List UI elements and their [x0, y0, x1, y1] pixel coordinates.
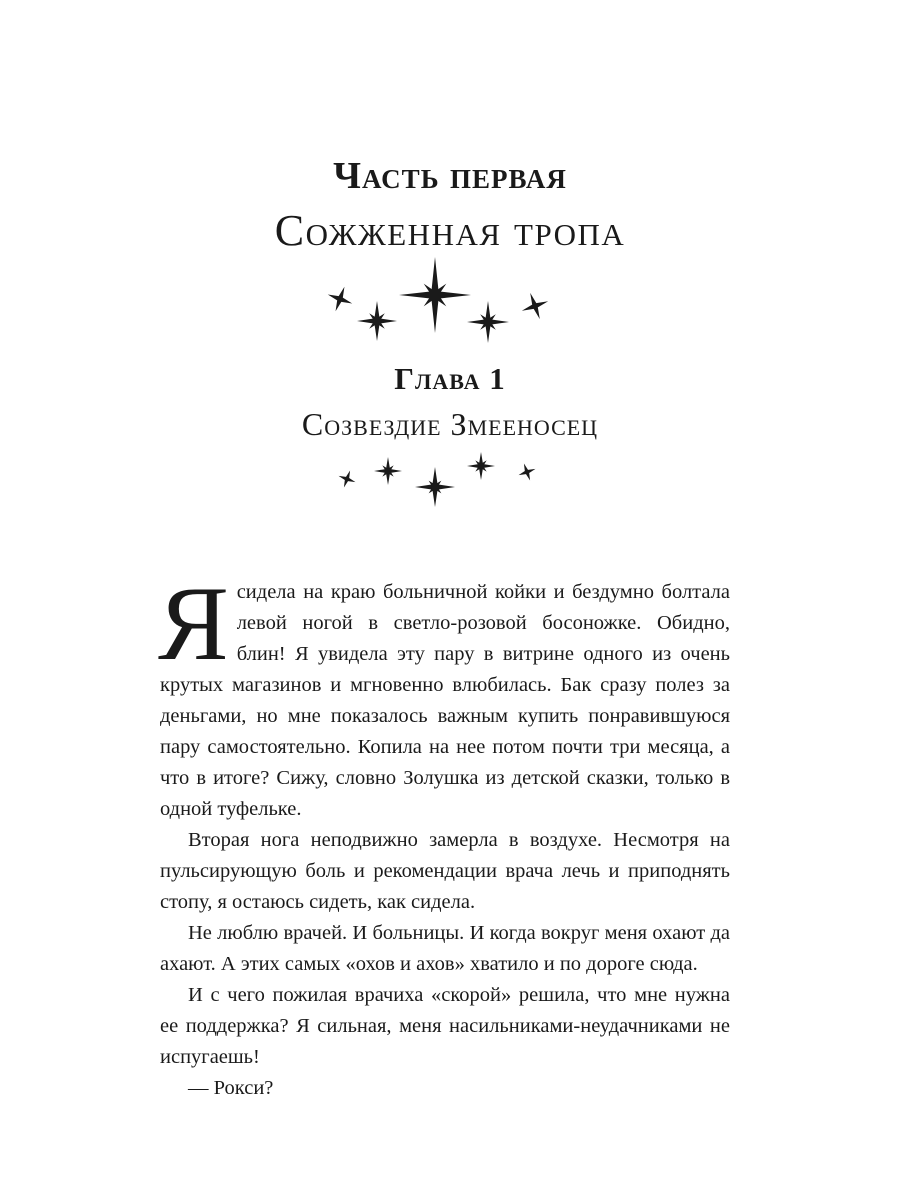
paragraph-4: И с чего пожилая врачиха «скорой» решила, что мне нужна ее поддержка? Я сильная, меня насильниками-неудачниками не испугаешь! — [160, 984, 730, 1068]
paragraph-3: Не люблю врачей. И больницы. И когда вокруг меня охают да ахают. А этих самых «охов и ахов» хватило и по дороге сюда. — [160, 922, 730, 975]
chapter-title: Созвездие Змееносец — [301, 406, 599, 442]
part-title: Сожженная тропа — [274, 206, 626, 255]
star-ornament-top-icon — [0, 255, 900, 345]
part-label: Часть первая — [333, 155, 567, 197]
chapter-label: Глава 1 — [394, 361, 506, 396]
star-ornament-bottom-icon — [0, 448, 900, 514]
paragraph-2: Вторая нога неподвижно замерла в воздухе. Несмотря на пульсирующую боль и рекомендации врача лечь и приподнять стопу, я остаюсь сидеть, как сидела. — [160, 829, 730, 913]
paragraph-1 — [158, 565, 730, 825]
chapter-body — [158, 565, 730, 1104]
drop-cap: Я — [158, 565, 229, 682]
paragraph-1-text: сидела на краю больничной койки и бездумно болтала левой ногой в светло-розовой босоножке. Обидно, блин! Я увидела эту пару в витрине одного из очень крутых магазинов и мгновенно влюбилась. Бак сразу полез за деньгами, но мне показалось важным купить понравившуюся пару самостоятельно. Копила на нее потом почти три месяца, а что в итоге? Сижу, словно Золушка из детской сказки, только в одной туфельке. — [160, 581, 730, 820]
paragraph-5: — Рокси? — [188, 1077, 274, 1099]
